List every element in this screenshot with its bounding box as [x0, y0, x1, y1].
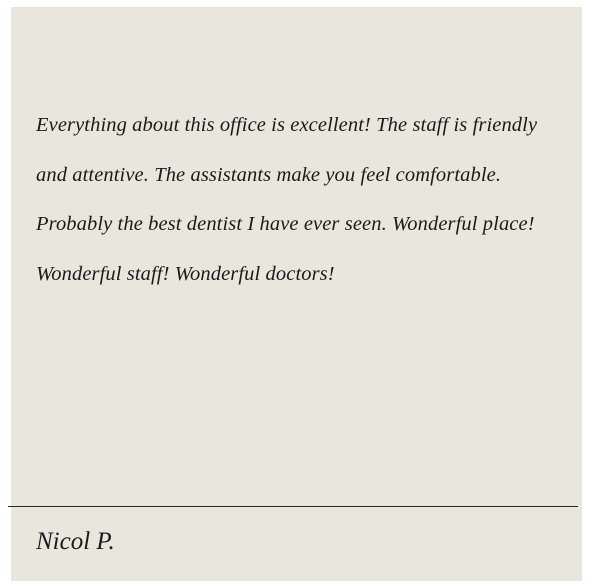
testimonial-quote: Everything about this office is excellent! The staff is friendly and attentive. The assistants make you feel comfortable. Probably the best dentist I have ever seen. Wonderful place! Wonderful staff! Wonderful doctors!: [36, 114, 538, 285]
divider: [8, 506, 578, 507]
testimonial-card: [11, 7, 582, 581]
testimonial-author: Nicol P.: [36, 528, 115, 555]
